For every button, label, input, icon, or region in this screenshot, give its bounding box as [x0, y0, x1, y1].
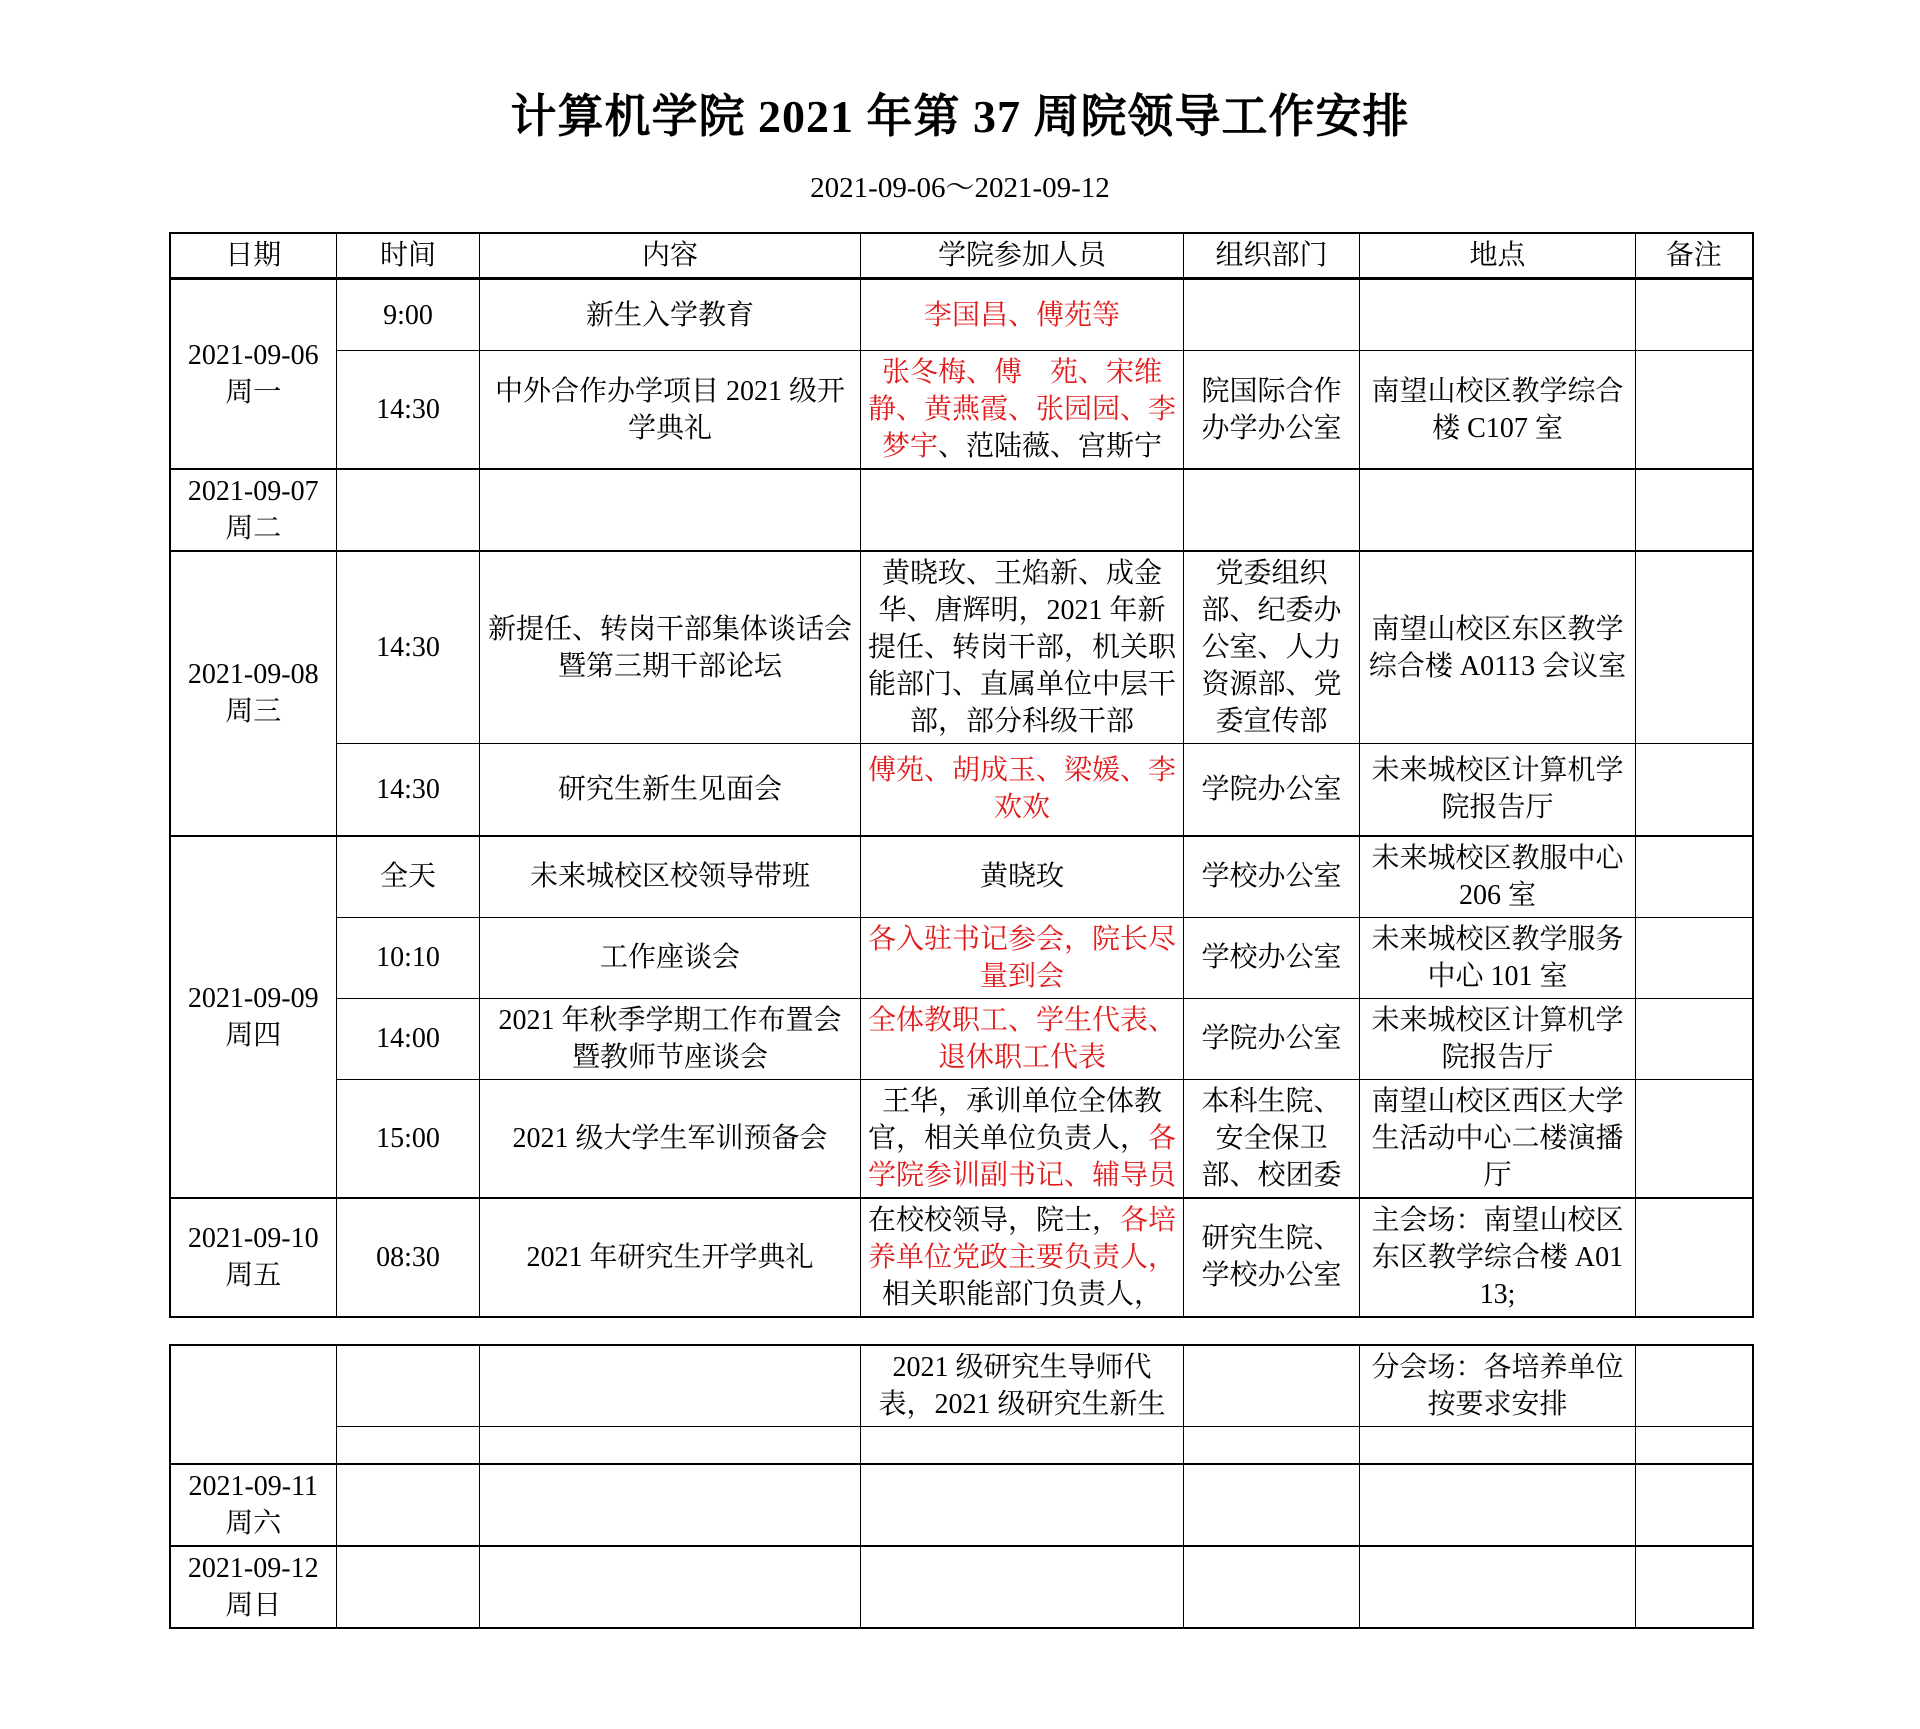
- table-row: [170, 279, 1753, 351]
- participants-cell: [861, 1198, 1184, 1317]
- participants-text: 黄晓玫、王焰新、成金华、唐辉明，2021 年新提任、转岗干部，机关职能部门、直属单位中层干部，部分科级干部: [867, 558, 1176, 737]
- org-cell: [1184, 1426, 1360, 1464]
- content-cell: [480, 1345, 861, 1427]
- org-cell: [1184, 279, 1360, 351]
- note-cell: [1636, 551, 1753, 744]
- org-cell: [1184, 469, 1360, 551]
- participants-cell: [861, 744, 1184, 836]
- note-cell: [1636, 1079, 1753, 1198]
- participants-highlighted-text: 傅苑、胡成玉、梁媛、李欢欢: [867, 755, 1176, 824]
- table-row: [170, 469, 1753, 551]
- time-cell: [337, 1426, 480, 1464]
- note-cell: [1636, 279, 1753, 351]
- org-cell: [1184, 1546, 1360, 1628]
- content-cell: [480, 1464, 861, 1546]
- content-cell: 工作座谈会: [480, 917, 861, 998]
- time-cell: [337, 1546, 480, 1628]
- weekday-text: 周五: [225, 1260, 282, 1291]
- note-cell: [1636, 1426, 1753, 1464]
- note-cell: [1636, 469, 1753, 551]
- header-row: [170, 233, 1753, 279]
- date-text: 2021-09-10: [187, 1223, 319, 1254]
- table-row: [170, 917, 1753, 998]
- date-cell: [170, 469, 337, 551]
- participants-text: 在校校领导，院士，: [867, 1204, 1120, 1236]
- location-cell: 未来城校区教学服务中心 101 室: [1360, 917, 1636, 998]
- participants-cell: [861, 1464, 1184, 1546]
- date-cell: [170, 1198, 337, 1317]
- header-cell-date: 日期: [170, 233, 337, 279]
- content-cell: 新生入学教育: [480, 279, 861, 351]
- content-cell: 中外合作办学项目 2021 级开学典礼: [480, 351, 861, 470]
- participants-cell: [861, 279, 1184, 351]
- participants-highlighted-text: 张冬梅、傅 苑、宋维静、黄燕霞、张园园、李梦宇: [867, 357, 1176, 462]
- org-cell: 学院办公室: [1184, 744, 1360, 836]
- header-cell-org: 组织部门: [1184, 233, 1360, 279]
- date-text: 2021-09-08: [187, 659, 319, 691]
- schedule-table-continuation: [169, 1344, 1754, 1630]
- org-cell: 学校办公室: [1184, 917, 1360, 998]
- date-cell: [170, 551, 337, 836]
- table-row: [170, 551, 1753, 744]
- participants-cell: [861, 1079, 1184, 1198]
- table-row: [170, 744, 1753, 836]
- location-cell: 未来城校区计算机学院报告厅: [1360, 744, 1636, 836]
- table-row: [170, 836, 1753, 918]
- participants-cell: [861, 469, 1184, 551]
- location-cell: 南望山校区教学综合楼 C107 室: [1360, 351, 1636, 470]
- participants-cell: [861, 551, 1184, 744]
- header-cell-location: 地点: [1360, 233, 1636, 279]
- header-cell-participants: 学院参加人员: [861, 233, 1184, 279]
- time-cell: [337, 1345, 480, 1427]
- note-cell: [1636, 836, 1753, 918]
- page-subtitle: 2021-09-06～2021-09-12: [810, 172, 1110, 204]
- org-cell: 学院办公室: [1184, 998, 1360, 1079]
- org-cell: 学校办公室: [1184, 836, 1360, 918]
- time-cell: [337, 469, 480, 551]
- schedule-table-main: [169, 232, 1754, 1318]
- participants-cell: [861, 1345, 1184, 1427]
- note-cell: [1636, 351, 1753, 470]
- location-cell: [1360, 1426, 1636, 1464]
- time-cell: 10:10: [337, 917, 480, 998]
- participants-text: 黄晓玫: [979, 861, 1064, 892]
- time-cell: 14:00: [337, 998, 480, 1079]
- location-cell: [1360, 279, 1636, 351]
- note-cell: [1636, 1345, 1753, 1427]
- location-cell: 主会场：南望山校区东区教学综合楼 A0113;: [1360, 1198, 1636, 1317]
- header-cell-content: 内容: [480, 233, 861, 279]
- table-row: [170, 1464, 1753, 1546]
- content-cell: [480, 1546, 861, 1628]
- participants-cell: [861, 836, 1184, 918]
- participants-cell: [861, 1546, 1184, 1628]
- note-cell: [1636, 917, 1753, 998]
- table-row: [170, 998, 1753, 1079]
- content-cell: [480, 1426, 861, 1464]
- time-cell: 14:30: [337, 351, 480, 470]
- location-cell: 南望山校区西区大学生活动中心二楼演播厅: [1360, 1079, 1636, 1198]
- participants-cell: [861, 917, 1184, 998]
- time-cell: 14:30: [337, 744, 480, 836]
- table-row: [170, 1198, 1753, 1317]
- time-cell: [337, 1464, 480, 1546]
- location-cell: [1360, 1546, 1636, 1628]
- time-cell: 9:00: [337, 279, 480, 351]
- note-cell: [1636, 1546, 1753, 1628]
- table-row: [170, 1079, 1753, 1198]
- participants-highlighted-text: 各学院参训副书记、辅导员: [867, 1122, 1177, 1191]
- org-cell: 党委组织部、纪委办公室、人力资源部、党委宣传部: [1184, 551, 1360, 744]
- date-text: 2021-09-09: [187, 982, 319, 1014]
- date-text: 2021-09-12: [187, 1553, 319, 1584]
- org-cell: 研究生院、学校办公室: [1184, 1198, 1360, 1317]
- participants-text: 相关职能部门负责人，: [881, 1278, 1162, 1310]
- content-cell: 2021 级大学生军训预备会: [480, 1079, 861, 1198]
- org-cell: [1184, 1345, 1360, 1427]
- date-cell: [170, 1464, 337, 1546]
- participants-highlighted-text: 李国昌、傅苑等: [923, 299, 1120, 331]
- note-cell: [1636, 998, 1753, 1079]
- participants-highlighted-text: 全体教职工、学生代表、退休职工代表: [867, 1004, 1176, 1073]
- document-page: [169, 86, 1752, 1629]
- time-cell: 15:00: [337, 1079, 480, 1198]
- note-cell: [1636, 744, 1753, 836]
- content-cell: 研究生新生见面会: [480, 744, 861, 836]
- table-row: [170, 1426, 1753, 1464]
- location-cell: 分会场：各培养单位按要求安排: [1360, 1345, 1636, 1427]
- page-title: 计算机学院 2021 年第 37 周院领导工作安排: [510, 91, 1410, 142]
- location-cell: [1360, 469, 1636, 551]
- location-cell: 南望山校区东区教学综合楼 A0113 会议室: [1360, 551, 1636, 744]
- content-cell: 新提任、转岗干部集体谈话会暨第三期干部论坛: [480, 551, 861, 744]
- location-cell: 未来城校区计算机学院报告厅: [1360, 998, 1636, 1079]
- weekday-text: 周六: [225, 1508, 282, 1539]
- participants-text: 2021 级研究生导师代表，2021 级研究生新生: [878, 1351, 1166, 1420]
- header-cell-time: 时间: [337, 233, 480, 279]
- date-cell: [170, 1345, 337, 1465]
- location-cell: [1360, 1464, 1636, 1546]
- location-cell: 未来城校区教服中心 206 室: [1360, 836, 1636, 918]
- date-text: 2021-09-11: [188, 1471, 319, 1502]
- participants-highlighted-text: 各培养单位党政主要负责人，: [867, 1204, 1177, 1273]
- note-cell: [1636, 1198, 1753, 1317]
- date-text: 2021-09-07: [187, 476, 319, 507]
- weekday-text: 周二: [225, 513, 282, 544]
- weekday-text: 周四: [225, 1019, 282, 1051]
- org-cell: [1184, 1464, 1360, 1546]
- table-row: [170, 1345, 1753, 1427]
- table-row: [170, 1546, 1753, 1628]
- weekday-text: 周一: [225, 377, 282, 408]
- participants-cell: [861, 998, 1184, 1079]
- time-cell: 14:30: [337, 551, 480, 744]
- participants-highlighted-text: 各入驻书记参会，院长尽量到会: [867, 923, 1176, 992]
- note-cell: [1636, 1464, 1753, 1546]
- header-cell-note: 备注: [1636, 233, 1753, 279]
- date-text: 2021-09-06: [187, 340, 319, 371]
- content-cell: 2021 年秋季学期工作布置会暨教师节座谈会: [480, 998, 861, 1079]
- participants-text: 、范陆薇、宫斯宁: [938, 431, 1163, 462]
- weekday-text: 周日: [225, 1590, 282, 1621]
- content-cell: 2021 年研究生开学典礼: [480, 1198, 861, 1317]
- date-cell: [170, 836, 337, 1198]
- date-cell: [170, 1546, 337, 1628]
- date-cell: [170, 279, 337, 470]
- time-cell: 全天: [337, 836, 480, 918]
- org-cell: 院国际合作办学办公室: [1184, 351, 1360, 470]
- table-row: [170, 351, 1753, 470]
- participants-text: 王华，承训单位全体教官，相关单位负责人，: [867, 1085, 1162, 1154]
- participants-cell: [861, 351, 1184, 470]
- weekday-text: 周三: [225, 696, 282, 728]
- content-cell: 未来城校区校领导带班: [480, 836, 861, 918]
- participants-cell: [861, 1426, 1184, 1464]
- content-cell: [480, 469, 861, 551]
- org-cell: 本科生院、安全保卫部、校团委: [1184, 1079, 1360, 1198]
- time-cell: 08:30: [337, 1198, 480, 1317]
